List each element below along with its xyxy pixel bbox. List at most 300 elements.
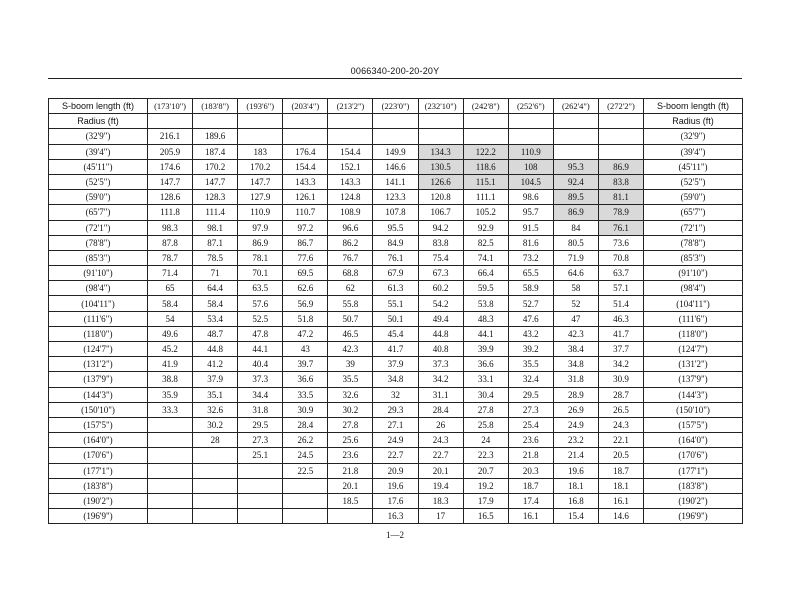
radius-cell-right: (52'5") bbox=[644, 174, 743, 189]
radius-cell: (45'11") bbox=[49, 159, 148, 174]
capacity-cell: 24.9 bbox=[553, 417, 598, 432]
capacity-cell: 126.1 bbox=[283, 190, 328, 205]
capacity-cell: 19.4 bbox=[418, 478, 463, 493]
capacity-cell: 24 bbox=[463, 433, 508, 448]
capacity-cell: 42.3 bbox=[328, 342, 373, 357]
capacity-cell: 70.8 bbox=[598, 250, 643, 265]
capacity-cell: 37.3 bbox=[418, 357, 463, 372]
radius-header-blank bbox=[418, 114, 463, 129]
capacity-cell: 21.8 bbox=[508, 448, 553, 463]
capacity-cell bbox=[238, 509, 283, 524]
capacity-cell: 81.6 bbox=[508, 235, 553, 250]
capacity-cell: 24.5 bbox=[283, 448, 328, 463]
capacity-cell: 92.4 bbox=[553, 174, 598, 189]
capacity-cell: 187.4 bbox=[193, 144, 238, 159]
capacity-cell: 37.7 bbox=[598, 342, 643, 357]
capacity-cell: 78.7 bbox=[148, 250, 193, 265]
capacity-cell: 46.5 bbox=[328, 326, 373, 341]
capacity-cell: 28.4 bbox=[418, 402, 463, 417]
capacity-cell: 18.7 bbox=[598, 463, 643, 478]
capacity-cell: 54.2 bbox=[418, 296, 463, 311]
capacity-cell: 26 bbox=[418, 417, 463, 432]
capacity-cell: 49.4 bbox=[418, 311, 463, 326]
capacity-cell: 154.4 bbox=[283, 159, 328, 174]
capacity-cell: 33.1 bbox=[463, 372, 508, 387]
table-row bbox=[49, 250, 743, 265]
capacity-cell: 174.6 bbox=[148, 159, 193, 174]
capacity-cell: 76.1 bbox=[373, 250, 418, 265]
radius-cell-right: (124'7") bbox=[644, 342, 743, 357]
capacity-cell: 17.9 bbox=[463, 493, 508, 508]
radius-cell: (196'9") bbox=[49, 509, 148, 524]
capacity-cell: 19.2 bbox=[463, 478, 508, 493]
capacity-cell: 97.2 bbox=[283, 220, 328, 235]
capacity-cell bbox=[148, 433, 193, 448]
capacity-cell: 30.9 bbox=[598, 372, 643, 387]
capacity-cell bbox=[238, 493, 283, 508]
capacity-cell: 39.7 bbox=[283, 357, 328, 372]
capacity-cell: 57.1 bbox=[598, 281, 643, 296]
capacity-cell: 154.4 bbox=[328, 144, 373, 159]
capacity-cell: 30.2 bbox=[328, 402, 373, 417]
capacity-cell bbox=[418, 129, 463, 144]
table-row bbox=[49, 509, 743, 524]
capacity-cell: 128.3 bbox=[193, 190, 238, 205]
table-row bbox=[49, 144, 743, 159]
capacity-cell: 38.8 bbox=[148, 372, 193, 387]
capacity-cell: 86.7 bbox=[283, 235, 328, 250]
capacity-cell: 22.3 bbox=[463, 448, 508, 463]
capacity-cell: 48.7 bbox=[193, 326, 238, 341]
capacity-cell: 35.9 bbox=[148, 387, 193, 402]
capacity-cell: 20.1 bbox=[328, 478, 373, 493]
capacity-cell: 62 bbox=[328, 281, 373, 296]
radius-cell-right: (164'0") bbox=[644, 433, 743, 448]
table-row bbox=[49, 296, 743, 311]
capacity-cell bbox=[193, 509, 238, 524]
radius-cell: (52'5") bbox=[49, 174, 148, 189]
capacity-cell: 43 bbox=[283, 342, 328, 357]
capacity-cell: 47.8 bbox=[238, 326, 283, 341]
capacity-cell: 98.3 bbox=[148, 220, 193, 235]
capacity-cell: 75.4 bbox=[418, 250, 463, 265]
capacity-cell: 21.4 bbox=[553, 448, 598, 463]
table-body bbox=[49, 129, 743, 524]
header-rule bbox=[48, 78, 742, 79]
capacity-cell: 108.9 bbox=[328, 205, 373, 220]
table-row bbox=[49, 357, 743, 372]
radius-cell: (144'3") bbox=[49, 387, 148, 402]
radius-cell-right: (183'8") bbox=[644, 478, 743, 493]
capacity-cell: 66.4 bbox=[463, 266, 508, 281]
boom-length-label: S-boom length (ft) bbox=[49, 99, 148, 114]
radius-cell: (98'4") bbox=[49, 281, 148, 296]
capacity-cell: 64.4 bbox=[193, 281, 238, 296]
radius-header-blank bbox=[238, 114, 283, 129]
boom-length-label-right: S-boom length (ft) bbox=[644, 99, 743, 114]
capacity-cell bbox=[148, 463, 193, 478]
table-row bbox=[49, 235, 743, 250]
capacity-cell: 61.3 bbox=[373, 281, 418, 296]
boom-length-col-header: (242'8") bbox=[463, 99, 508, 114]
boom-length-col-header: (232'10") bbox=[418, 99, 463, 114]
radius-cell: (124'7") bbox=[49, 342, 148, 357]
capacity-cell: 27.8 bbox=[463, 402, 508, 417]
capacity-cell: 170.2 bbox=[238, 159, 283, 174]
radius-cell-right: (131'2") bbox=[644, 357, 743, 372]
capacity-cell: 122.2 bbox=[463, 144, 508, 159]
capacity-cell: 25.4 bbox=[508, 417, 553, 432]
capacity-cell: 120.8 bbox=[418, 190, 463, 205]
table-row bbox=[49, 402, 743, 417]
capacity-cell: 38.4 bbox=[553, 342, 598, 357]
radius-label: Radius (ft) bbox=[49, 114, 148, 129]
capacity-cell: 84 bbox=[553, 220, 598, 235]
capacity-cell bbox=[553, 144, 598, 159]
radius-cell: (39'4") bbox=[49, 144, 148, 159]
capacity-cell: 118.6 bbox=[463, 159, 508, 174]
table-row bbox=[49, 326, 743, 341]
capacity-cell: 107.8 bbox=[373, 205, 418, 220]
capacity-cell: 69.5 bbox=[283, 266, 328, 281]
capacity-cell: 27.8 bbox=[328, 417, 373, 432]
capacity-cell: 14.6 bbox=[598, 509, 643, 524]
capacity-cell: 128.6 bbox=[148, 190, 193, 205]
capacity-cell: 40.8 bbox=[418, 342, 463, 357]
capacity-cell: 147.7 bbox=[193, 174, 238, 189]
capacity-cell bbox=[553, 129, 598, 144]
capacity-cell: 26.5 bbox=[598, 402, 643, 417]
capacity-cell: 47.6 bbox=[508, 311, 553, 326]
radius-cell: (72'1") bbox=[49, 220, 148, 235]
table-row bbox=[49, 372, 743, 387]
capacity-cell: 23.6 bbox=[508, 433, 553, 448]
capacity-cell: 205.9 bbox=[148, 144, 193, 159]
radius-cell: (190'2") bbox=[49, 493, 148, 508]
radius-cell: (85'3") bbox=[49, 250, 148, 265]
boom-length-col-header: (193'6") bbox=[238, 99, 283, 114]
capacity-cell: 32.6 bbox=[193, 402, 238, 417]
capacity-cell: 98.6 bbox=[508, 190, 553, 205]
capacity-cell: 39.2 bbox=[508, 342, 553, 357]
capacity-cell: 28.7 bbox=[598, 387, 643, 402]
capacity-cell: 143.3 bbox=[283, 174, 328, 189]
capacity-cell: 216.1 bbox=[148, 129, 193, 144]
capacity-cell: 105.2 bbox=[463, 205, 508, 220]
capacity-cell bbox=[148, 478, 193, 493]
capacity-cell: 95.3 bbox=[553, 159, 598, 174]
capacity-cell: 58.4 bbox=[193, 296, 238, 311]
capacity-cell: 68.8 bbox=[328, 266, 373, 281]
capacity-cell: 22.7 bbox=[418, 448, 463, 463]
capacity-cell: 39.9 bbox=[463, 342, 508, 357]
capacity-cell: 149.9 bbox=[373, 144, 418, 159]
capacity-cell bbox=[373, 129, 418, 144]
capacity-cell: 20.5 bbox=[598, 448, 643, 463]
radius-cell-right: (45'11") bbox=[644, 159, 743, 174]
table-row bbox=[49, 342, 743, 357]
capacity-cell: 30.4 bbox=[463, 387, 508, 402]
capacity-cell: 29.5 bbox=[238, 417, 283, 432]
boom-length-col-header: (272'2") bbox=[598, 99, 643, 114]
capacity-cell: 27.1 bbox=[373, 417, 418, 432]
capacity-cell: 36.6 bbox=[463, 357, 508, 372]
capacity-cell: 97.9 bbox=[238, 220, 283, 235]
capacity-cell: 34.2 bbox=[598, 357, 643, 372]
capacity-cell: 41.2 bbox=[193, 357, 238, 372]
capacity-cell: 141.1 bbox=[373, 174, 418, 189]
capacity-cell: 110.9 bbox=[238, 205, 283, 220]
capacity-cell: 28 bbox=[193, 433, 238, 448]
capacity-cell: 35.1 bbox=[193, 387, 238, 402]
radius-cell-right: (104'11") bbox=[644, 296, 743, 311]
capacity-cell: 96.6 bbox=[328, 220, 373, 235]
radius-header-blank bbox=[148, 114, 193, 129]
boom-length-col-header: (213'2") bbox=[328, 99, 373, 114]
boom-length-header-row bbox=[49, 99, 743, 114]
capacity-cell: 80.5 bbox=[553, 235, 598, 250]
capacity-cell: 18.7 bbox=[508, 478, 553, 493]
radius-cell-right: (150'10") bbox=[644, 402, 743, 417]
capacity-cell: 34.8 bbox=[553, 357, 598, 372]
capacity-cell: 91.5 bbox=[508, 220, 553, 235]
capacity-cell: 25.6 bbox=[328, 433, 373, 448]
capacity-cell: 31.8 bbox=[553, 372, 598, 387]
radius-cell-right: (157'5") bbox=[644, 417, 743, 432]
radius-cell-right: (59'0") bbox=[644, 190, 743, 205]
capacity-cell: 22.5 bbox=[283, 463, 328, 478]
capacity-cell: 32.4 bbox=[508, 372, 553, 387]
capacity-cell: 24.3 bbox=[418, 433, 463, 448]
boom-length-col-header: (252'6") bbox=[508, 99, 553, 114]
capacity-cell: 24.3 bbox=[598, 417, 643, 432]
table-row bbox=[49, 478, 743, 493]
radius-cell: (183'8") bbox=[49, 478, 148, 493]
radius-cell-right: (177'1") bbox=[644, 463, 743, 478]
capacity-cell: 15.4 bbox=[553, 509, 598, 524]
radius-cell: (177'1") bbox=[49, 463, 148, 478]
capacity-cell: 86.2 bbox=[328, 235, 373, 250]
radius-cell: (131'2") bbox=[49, 357, 148, 372]
capacity-cell: 46.3 bbox=[598, 311, 643, 326]
capacity-cell: 18.1 bbox=[553, 478, 598, 493]
capacity-cell: 189.6 bbox=[193, 129, 238, 144]
capacity-cell: 106.7 bbox=[418, 205, 463, 220]
capacity-cell: 55.8 bbox=[328, 296, 373, 311]
capacity-cell: 65.5 bbox=[508, 266, 553, 281]
capacity-cell: 16.8 bbox=[553, 493, 598, 508]
capacity-cell: 37.9 bbox=[373, 357, 418, 372]
capacity-cell: 183 bbox=[238, 144, 283, 159]
radius-cell-right: (137'9") bbox=[644, 372, 743, 387]
capacity-cell: 23.2 bbox=[553, 433, 598, 448]
capacity-cell bbox=[193, 463, 238, 478]
radius-header-row bbox=[49, 114, 743, 129]
capacity-cell: 44.1 bbox=[238, 342, 283, 357]
capacity-cell: 18.3 bbox=[418, 493, 463, 508]
radius-cell: (170'6") bbox=[49, 448, 148, 463]
radius-cell-right: (65'7") bbox=[644, 205, 743, 220]
radius-cell-right: (111'6") bbox=[644, 311, 743, 326]
capacity-cell: 41.9 bbox=[148, 357, 193, 372]
radius-header-blank bbox=[373, 114, 418, 129]
capacity-cell: 110.9 bbox=[508, 144, 553, 159]
table-row bbox=[49, 463, 743, 478]
capacity-cell: 41.7 bbox=[373, 342, 418, 357]
capacity-cell: 78.5 bbox=[193, 250, 238, 265]
table-row bbox=[49, 281, 743, 296]
capacity-cell: 67.9 bbox=[373, 266, 418, 281]
capacity-cell: 19.6 bbox=[373, 478, 418, 493]
radius-cell: (59'0") bbox=[49, 190, 148, 205]
capacity-cell: 50.1 bbox=[373, 311, 418, 326]
capacity-cell: 104.5 bbox=[508, 174, 553, 189]
boom-length-col-header: (203'4") bbox=[283, 99, 328, 114]
capacity-cell: 87.8 bbox=[148, 235, 193, 250]
radius-cell: (91'10") bbox=[49, 266, 148, 281]
capacity-cell: 115.1 bbox=[463, 174, 508, 189]
capacity-cell: 17.4 bbox=[508, 493, 553, 508]
capacity-cell: 30.2 bbox=[193, 417, 238, 432]
capacity-cell: 33.5 bbox=[283, 387, 328, 402]
table-row bbox=[49, 417, 743, 432]
radius-cell-right: (98'4") bbox=[644, 281, 743, 296]
capacity-cell: 35.5 bbox=[328, 372, 373, 387]
capacity-cell bbox=[598, 144, 643, 159]
capacity-cell: 20.1 bbox=[418, 463, 463, 478]
boom-length-col-header: (223'0") bbox=[373, 99, 418, 114]
capacity-cell: 86.9 bbox=[238, 235, 283, 250]
capacity-cell bbox=[148, 417, 193, 432]
capacity-cell: 176.4 bbox=[283, 144, 328, 159]
capacity-cell: 111.1 bbox=[463, 190, 508, 205]
capacity-cell: 126.6 bbox=[418, 174, 463, 189]
capacity-cell: 82.5 bbox=[463, 235, 508, 250]
capacity-cell: 16.1 bbox=[508, 509, 553, 524]
table-row bbox=[49, 220, 743, 235]
radius-cell: (111'6") bbox=[49, 311, 148, 326]
capacity-cell: 83.8 bbox=[418, 235, 463, 250]
capacity-cell: 20.3 bbox=[508, 463, 553, 478]
radius-cell: (137'9") bbox=[49, 372, 148, 387]
radius-cell: (104'11") bbox=[49, 296, 148, 311]
capacity-cell: 16.5 bbox=[463, 509, 508, 524]
capacity-cell: 76.1 bbox=[598, 220, 643, 235]
capacity-cell: 124.8 bbox=[328, 190, 373, 205]
capacity-cell: 51.8 bbox=[283, 311, 328, 326]
capacity-cell bbox=[193, 493, 238, 508]
capacity-cell: 53.8 bbox=[463, 296, 508, 311]
capacity-cell: 77.6 bbox=[283, 250, 328, 265]
capacity-cell: 111.8 bbox=[148, 205, 193, 220]
radius-header-blank bbox=[283, 114, 328, 129]
capacity-cell bbox=[463, 129, 508, 144]
capacity-cell: 134.3 bbox=[418, 144, 463, 159]
radius-cell: (150'10") bbox=[49, 402, 148, 417]
radius-header-blank bbox=[508, 114, 553, 129]
capacity-cell: 31.8 bbox=[238, 402, 283, 417]
capacity-cell: 63.5 bbox=[238, 281, 283, 296]
table-row bbox=[49, 493, 743, 508]
capacity-cell: 58.9 bbox=[508, 281, 553, 296]
capacity-cell: 18.1 bbox=[598, 478, 643, 493]
capacity-cell: 71.4 bbox=[148, 266, 193, 281]
table-row bbox=[49, 174, 743, 189]
boom-length-col-header: (183'8") bbox=[193, 99, 238, 114]
capacity-cell: 147.7 bbox=[238, 174, 283, 189]
capacity-cell: 27.3 bbox=[238, 433, 283, 448]
capacity-cell: 41.7 bbox=[598, 326, 643, 341]
capacity-cell: 58 bbox=[553, 281, 598, 296]
capacity-cell: 70.1 bbox=[238, 266, 283, 281]
capacity-cell: 86.9 bbox=[598, 159, 643, 174]
capacity-cell: 55.1 bbox=[373, 296, 418, 311]
capacity-cell: 27.3 bbox=[508, 402, 553, 417]
capacity-cell: 23.6 bbox=[328, 448, 373, 463]
radius-cell: (78'8") bbox=[49, 235, 148, 250]
table-row bbox=[49, 129, 743, 144]
capacity-cell: 44.1 bbox=[463, 326, 508, 341]
capacity-cell bbox=[508, 129, 553, 144]
boom-length-col-header: (173'10") bbox=[148, 99, 193, 114]
table-row bbox=[49, 433, 743, 448]
capacity-cell: 18.5 bbox=[328, 493, 373, 508]
capacity-cell: 19.6 bbox=[553, 463, 598, 478]
capacity-cell: 37.9 bbox=[193, 372, 238, 387]
capacity-cell: 74.1 bbox=[463, 250, 508, 265]
capacity-cell: 146.6 bbox=[373, 159, 418, 174]
boom-length-col-header: (262'4") bbox=[553, 99, 598, 114]
capacity-cell: 20.7 bbox=[463, 463, 508, 478]
radius-cell-right: (190'2") bbox=[644, 493, 743, 508]
capacity-cell: 86.9 bbox=[553, 205, 598, 220]
radius-cell-right: (118'0") bbox=[644, 326, 743, 341]
document-id: 0066340-200-20-20Y bbox=[350, 66, 440, 76]
capacity-cell: 73.2 bbox=[508, 250, 553, 265]
capacity-cell: 143.3 bbox=[328, 174, 373, 189]
capacity-cell bbox=[283, 129, 328, 144]
load-chart-table bbox=[48, 98, 743, 524]
capacity-cell: 17.6 bbox=[373, 493, 418, 508]
radius-header-blank bbox=[553, 114, 598, 129]
page-number: 1—2 bbox=[386, 530, 404, 540]
capacity-cell: 57.6 bbox=[238, 296, 283, 311]
capacity-cell bbox=[328, 129, 373, 144]
capacity-cell bbox=[283, 493, 328, 508]
capacity-cell: 170.2 bbox=[193, 159, 238, 174]
capacity-cell: 26.9 bbox=[553, 402, 598, 417]
capacity-cell: 58.4 bbox=[148, 296, 193, 311]
capacity-cell bbox=[148, 493, 193, 508]
capacity-cell: 17 bbox=[418, 509, 463, 524]
capacity-cell bbox=[328, 509, 373, 524]
radius-header-blank bbox=[598, 114, 643, 129]
radius-cell-right: (91'10") bbox=[644, 266, 743, 281]
capacity-cell: 48.3 bbox=[463, 311, 508, 326]
capacity-cell: 60.2 bbox=[418, 281, 463, 296]
capacity-cell bbox=[283, 509, 328, 524]
capacity-cell: 98.1 bbox=[193, 220, 238, 235]
capacity-cell: 47.2 bbox=[283, 326, 328, 341]
capacity-cell: 62.6 bbox=[283, 281, 328, 296]
table-row bbox=[49, 387, 743, 402]
capacity-cell bbox=[238, 478, 283, 493]
capacity-cell: 73.6 bbox=[598, 235, 643, 250]
capacity-cell: 49.6 bbox=[148, 326, 193, 341]
capacity-cell: 127.9 bbox=[238, 190, 283, 205]
radius-cell: (32'9") bbox=[49, 129, 148, 144]
capacity-cell: 16.1 bbox=[598, 493, 643, 508]
